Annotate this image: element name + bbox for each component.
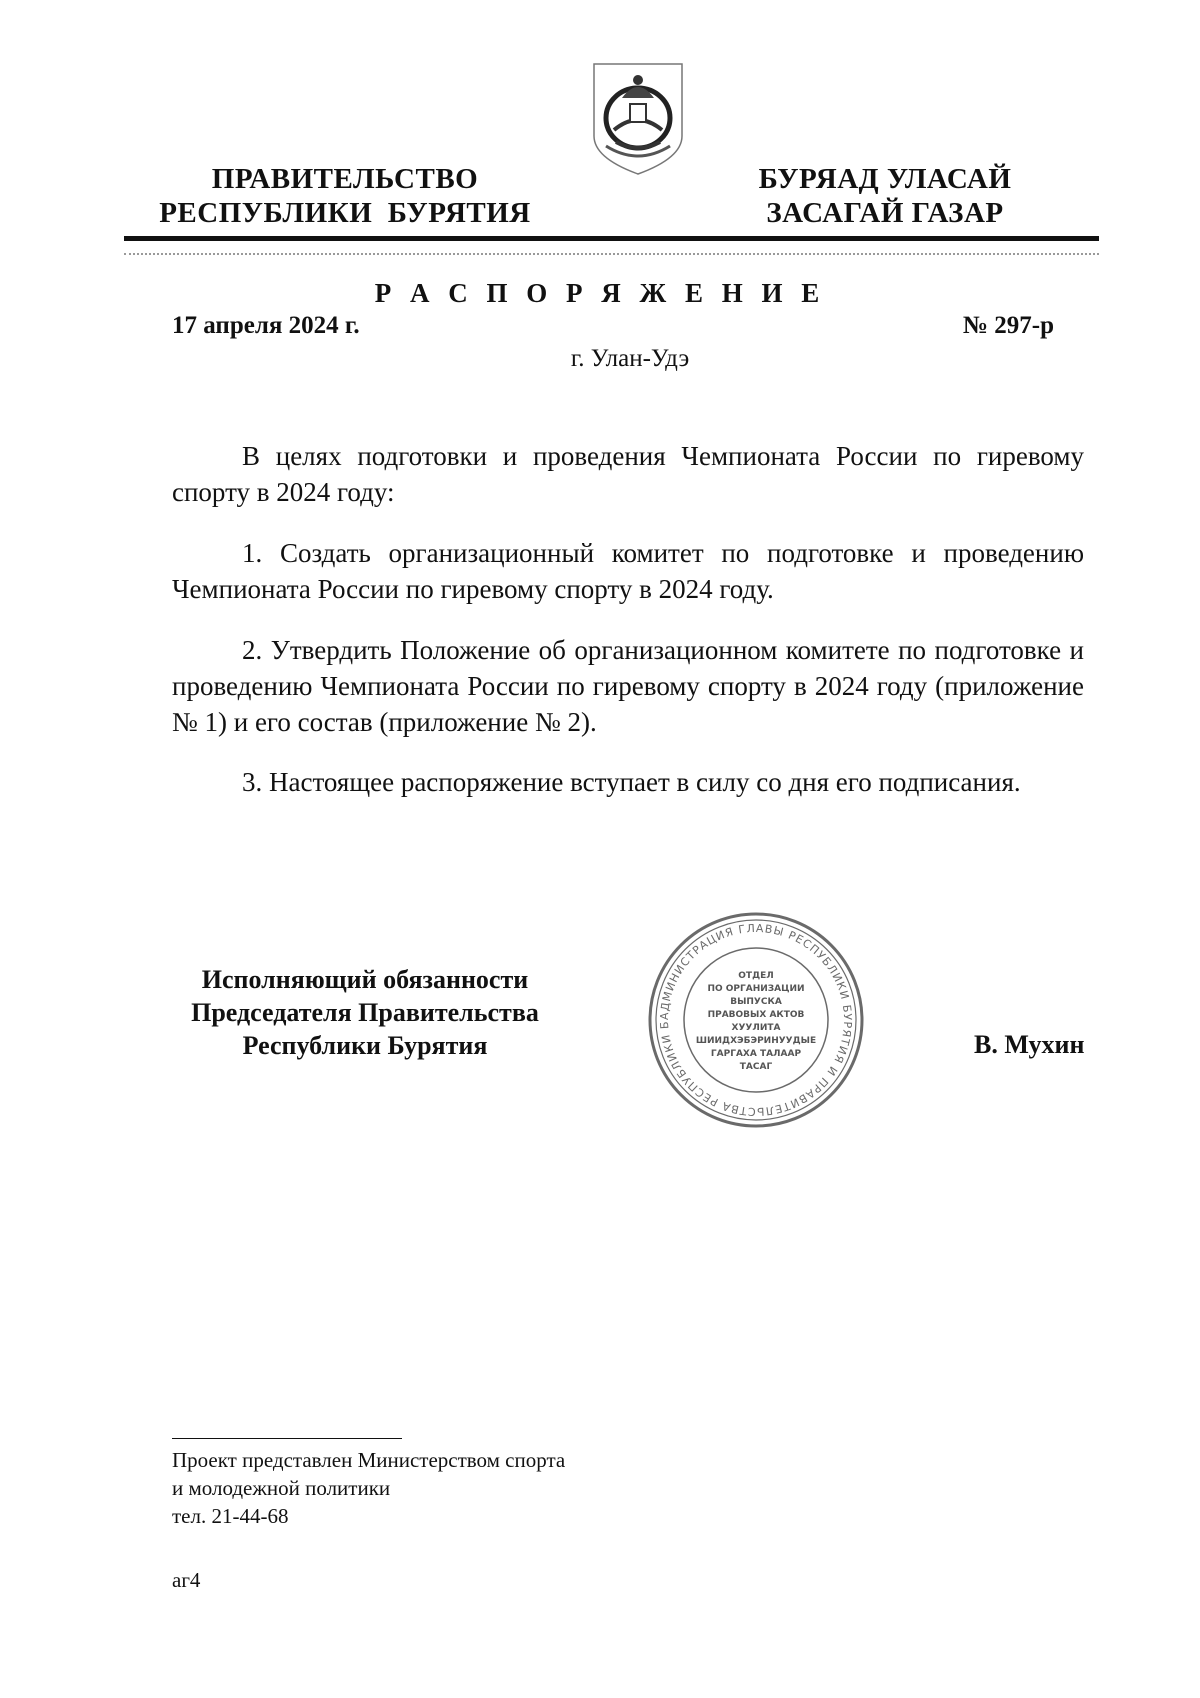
body-item-3 (172, 764, 1084, 800)
header-right-line-1: БУРЯАД УЛАСАЙ (758, 163, 1012, 195)
document-type: Р А С П О Р Я Ж Е Н И Е (374, 278, 826, 308)
body-item-1 (172, 535, 1084, 607)
header-divider (124, 236, 1099, 241)
body-item-2 (172, 632, 1084, 740)
official-seal-stamp (646, 910, 866, 1130)
document-date: 17 апреля 2024 г. (172, 312, 360, 339)
seal-line-2: ПО ОРГАНИЗАЦИИ (707, 984, 805, 994)
seal-line-3: ВЫПУСКА (730, 997, 782, 1007)
signatory-title-line-3: Республики Бурятия (242, 1031, 488, 1060)
header-right-title (720, 162, 1050, 230)
body-item-1-text: 1. Создать организационный комитет по подготовке и проведению Чемпионата России по гиревому спорту в 2024 году. (172, 538, 1084, 604)
seal-outer-text: АДМИНИСТРАЦИЯ ГЛАВЫ РЕСПУБЛИКИ БУРЯТИЯ И ПРАВИТЕЛЬСТВА РЕСПУБЛИКИ Б (657, 921, 855, 1119)
document-code: аг4 (172, 1568, 201, 1592)
seal-line-7: ГАРГАХА ТАЛААР (710, 1049, 802, 1059)
signatory-title-line-2: Председателя Правительства (191, 998, 539, 1027)
document-number: № 297-р (962, 312, 1054, 339)
body-item-2-text: 2. Утвердить Положение об организационном комитете по подготовке и проведению Чемпионата России по гиревому спорту в 2024 году (приложение № 1) и его состав (приложение № 2). (172, 635, 1084, 737)
body-intro-text: В целях подготовки и проведения Чемпионата России по гиревому спорту в 2024 году: (172, 441, 1084, 507)
footnote-line-2: и молодежной политики (172, 1476, 391, 1500)
coat-of-arms-emblem (586, 58, 690, 178)
seal-line-6: ШИИДХЭБЭРИНУУДЫЕ (695, 1036, 817, 1046)
header-right-line-2: ЗАСАГАЙ ГАЗАР (766, 197, 1004, 229)
signatory-title-line-1: Исполняющий обязанности (201, 965, 529, 994)
signatory-title (160, 963, 570, 1062)
header-left-line-1: ПРАВИТЕЛЬСТВО (211, 163, 479, 195)
header-left-line-2: РЕСПУБЛИКИ БУРЯТИЯ (159, 197, 531, 229)
header-divider-thin (124, 253, 1099, 255)
footnote (172, 1446, 565, 1530)
seal-line-8: ТАСАГ (739, 1062, 773, 1072)
body-intro (172, 438, 1084, 510)
footnote-line-3: тел. 21-44-68 (172, 1504, 289, 1528)
document-city: г. Улан-Удэ (570, 345, 690, 372)
header-left-title (150, 162, 540, 230)
seal-line-4: ПРАВОВЫХ АКТОВ (707, 1010, 805, 1020)
body-item-3-text: 3. Настоящее распоряжение вступает в силу со дня его подписания. (242, 767, 1021, 797)
footnote-divider (172, 1438, 402, 1439)
footnote-line-1: Проект представлен Министерством спорта (172, 1448, 566, 1472)
signatory-name: В. Мухин (974, 1030, 1085, 1059)
seal-line-1: ОТДЕЛ (738, 971, 774, 981)
seal-line-5: ХУУЛИТА (731, 1023, 781, 1033)
